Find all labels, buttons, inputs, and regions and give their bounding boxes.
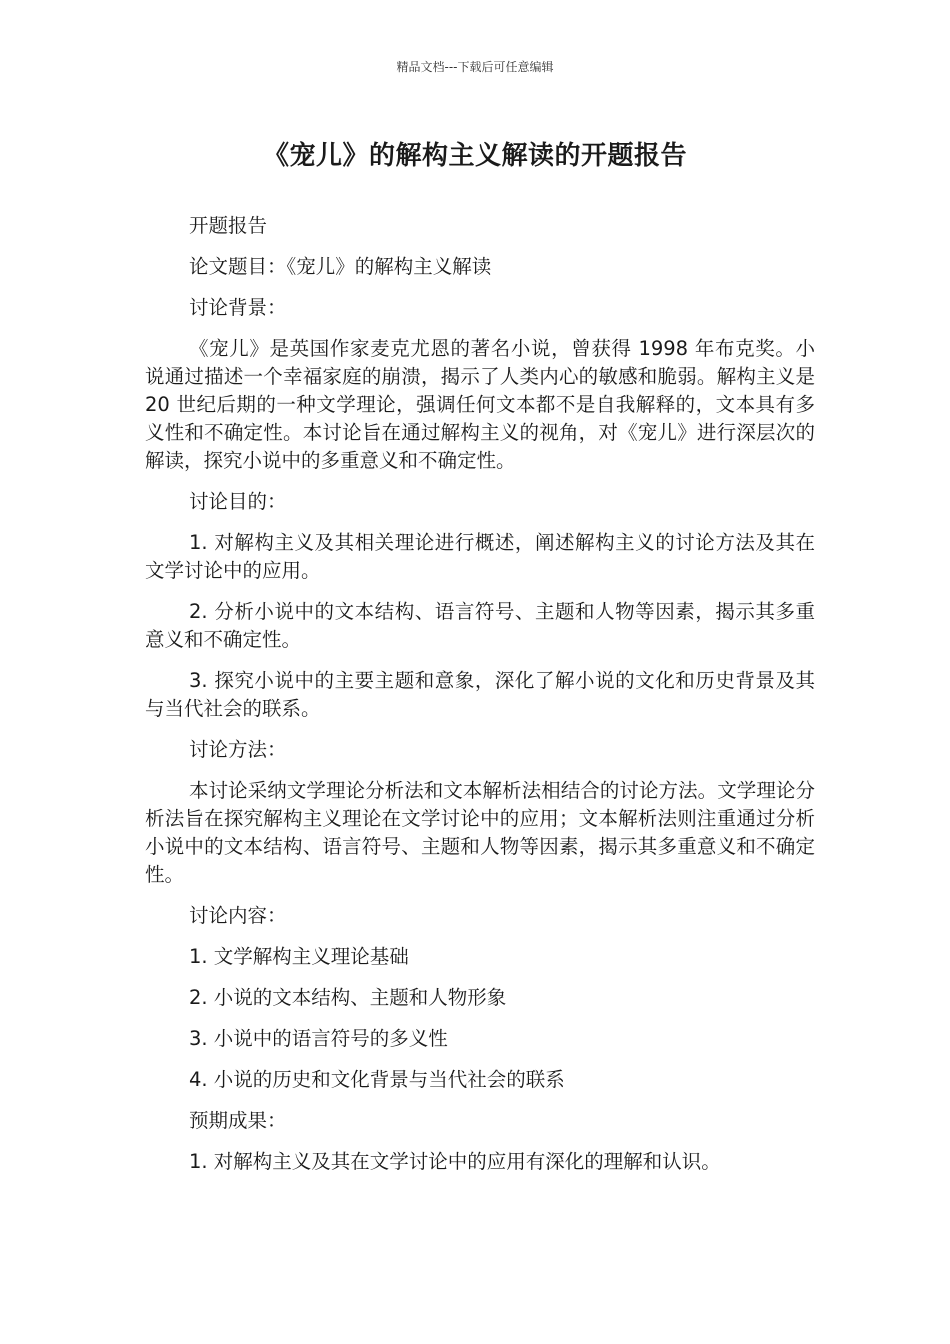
purpose-item-3: 3. 探究小说中的主要主题和意象，深化了解小说的文化和历史背景及其与当代社会的联系。 bbox=[145, 669, 815, 720]
document-title: 《宠儿》的解构主义解读的开题报告 bbox=[262, 141, 687, 171]
section-heading-method: 讨论方法： bbox=[189, 738, 287, 761]
content-item-1: 1. 文学解构主义理论基础 bbox=[189, 945, 409, 968]
purpose-item-1: 1. 对解构主义及其相关理论进行概述，阐述解构主义的讨论方法及其在文学讨论中的应用。 bbox=[145, 531, 815, 582]
section-heading-outcome: 预期成果： bbox=[189, 1109, 287, 1132]
content-item-3: 3. 小说中的语言符号的多义性 bbox=[189, 1027, 448, 1050]
section-heading-content: 讨论内容： bbox=[189, 904, 287, 927]
outcome-item-1: 1. 对解构主义及其在文学讨论中的应用有深化的理解和认识。 bbox=[189, 1150, 721, 1173]
section-heading-purpose: 讨论目的： bbox=[189, 490, 287, 513]
purpose-item-2: 2. 分析小说中的文本结构、语言符号、主题和人物等因素，揭示其多重意义和不确定性。 bbox=[145, 600, 815, 651]
method-paragraph: 本讨论采纳文学理论分析法和文本解析法相结合的讨论方法。文学理论分析法旨在探究解构主义理论在文学讨论中的应用；文本解析法则注重通过分析小说中的文本结构、语言符号、主题和人物等因素，揭示其多重意义和不确定性。 bbox=[145, 779, 815, 886]
section-label-report: 开题报告 bbox=[189, 214, 268, 237]
section-heading-background: 讨论背景： bbox=[189, 296, 287, 319]
content-item-4: 4. 小说的历史和文化背景与当代社会的联系 bbox=[189, 1068, 565, 1091]
content-item-2: 2. 小说的文本结构、主题和人物形象 bbox=[189, 986, 507, 1009]
background-paragraph: 《宠儿》是英国作家麦克尤恩的著名小说，曾获得 1998 年布克奖。小说通过描述一个幸福家庭的崩溃，揭示了人类内心的敏感和脆弱。解构主义是 20 世纪后期的一种文学理论，强调任何文本都不是自我解释的，文本具有多义性和不确定性。本讨论旨在通过解构主义的视角，对《宠儿》进行深层次的解读，探究小说中的多重意义和不确定性。 bbox=[145, 337, 815, 472]
page-header: 精品文档---下载后可任意编辑 bbox=[396, 60, 554, 74]
document-body bbox=[145, 212, 815, 1189]
thesis-title-line: 论文题目：《宠儿》的解构主义解读 bbox=[189, 255, 492, 278]
